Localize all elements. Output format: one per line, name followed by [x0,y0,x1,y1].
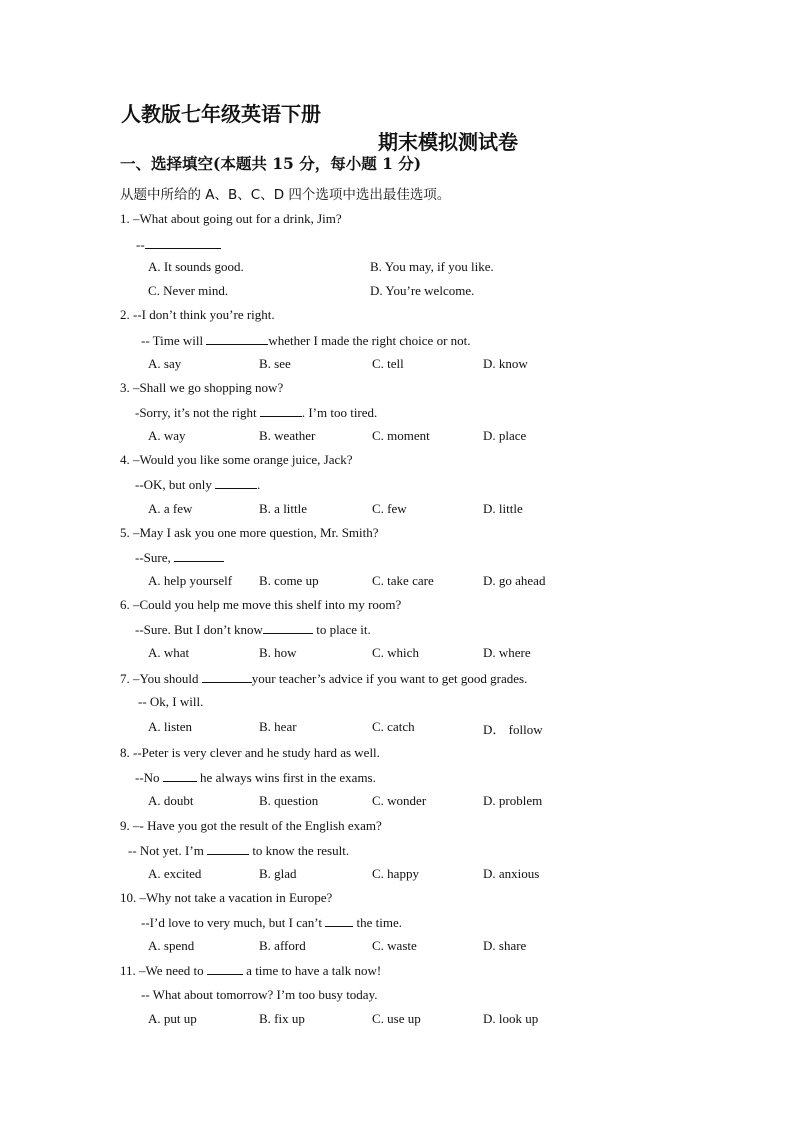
question-4-prompt: 4. –Would you like some orange juice, Jack? [120,452,353,467]
question-4-option-d: D. little [483,501,523,516]
answer-blank [263,621,313,634]
exam-title: 人教版七年级英语下册 [121,102,321,126]
question-4-option-b: B. a little [259,501,308,516]
answer-blank [207,842,249,855]
question-3-option-c: C. moment [372,428,430,443]
question-5-prompt: 5. –May I ask you one more question, Mr. Smith? [120,525,379,540]
question-1-option-b: B. You may, if you like. [370,259,494,274]
question-8-prompt: 8. --Peter is very clever and he study hard as well. [120,745,380,760]
question-2-option-d: D. know [483,356,528,371]
response-text: --Sure, [135,550,174,565]
question-1-option-c: C. Never mind. [148,283,229,298]
answer-blank [215,476,257,489]
question-5-option-d: D. go ahead [483,573,546,588]
response-text-end: to know the result. [249,843,350,858]
question-1-prompt: 1. –What about going out for a drink, Jim? [120,211,342,226]
question-5-option-c: C. take care [372,573,434,588]
question-10-option-a: A. spend [148,938,195,953]
question-5-option-b: B. come up [259,573,319,588]
question-8-response [135,769,376,786]
response-text: --No [135,770,163,785]
question-2-option-b: B. see [259,356,291,371]
response-text: -Sorry, it’s not the right [135,405,260,420]
question-11-option-a: A. put up [148,1011,197,1026]
response-text: -- [136,237,145,252]
question-9-option-b: B. glad [259,866,297,881]
question-7-response: -- Ok, I will. [138,694,204,709]
response-text-end: whether I made the right choice or not. [268,333,471,348]
question-4-response [135,476,260,493]
question-5-response [135,549,224,566]
question-1-option-d: D. You’re welcome. [370,283,475,298]
question-10-response [141,914,402,931]
question-7-option-a: A. listen [148,719,193,734]
section-instruction: 从题中所给的 A、B、C、D 四个选项中选出最佳选项。 [120,187,451,203]
answer-blank [163,769,197,782]
question-10-option-b: B. afford [259,938,306,953]
question-3-option-a: A. way [148,428,186,443]
question-3-option-d: D. place [483,428,527,443]
question-2-response [141,332,471,349]
question-10-option-d: D. share [483,938,527,953]
question-3-response [135,404,377,421]
question-11-prompt [120,962,381,979]
question-5-option-a: A. help yourself [148,573,233,588]
question-2-prompt: 2. --I don’t think you’re right. [120,307,275,322]
question-7-prompt [120,670,527,687]
question-10-prompt: 10. –Why not take a vacation in Europe? [120,890,333,905]
response-text-end: . I’m too tired. [301,405,378,420]
response-text: -- Time will [141,333,207,348]
question-6-option-b: B. how [259,645,297,660]
question-8-option-d: D. problem [483,793,543,808]
question-11-option-d: D. look up [483,1011,539,1026]
response-text: -- Not yet. I’m [128,843,208,858]
response-text-end: . [257,477,261,492]
question-text: 11. –We need to [120,963,207,978]
response-text-end: the time. [353,915,402,930]
question-9-response [128,842,349,859]
question-9-option-a: A. excited [148,866,202,881]
question-10-option-c: C. waste [372,938,417,953]
answer-blank [206,332,268,345]
question-3-option-b: B. weather [259,428,316,443]
question-11-option-b: B. fix up [259,1011,305,1026]
response-text: --I’d love to very much, but I can’t [141,915,326,930]
response-text: --OK, but only [135,477,216,492]
question-11-response: -- What about tomorrow? I’m too busy today. [141,987,378,1002]
question-8-option-b: B. question [259,793,319,808]
question-8-option-a: A. doubt [148,793,194,808]
answer-blank [145,236,221,249]
question-3-prompt: 3. –Shall we go shopping now? [120,380,284,395]
answer-blank [202,670,252,683]
question-1-response [136,236,221,253]
question-2-option-a: A. say [148,356,182,371]
question-text: 7. –You should [120,671,202,686]
answer-blank [207,962,243,975]
question-6-response [135,621,371,638]
response-text-end: he always wins first in the exams. [196,770,376,785]
question-8-option-c: C. wonder [372,793,427,808]
question-text-end: a time to have a talk now! [242,963,382,978]
question-6-option-c: C. which [372,645,419,660]
question-7-option-b: B. hear [259,719,297,734]
question-text-end: your teacher’s advice if you want to get good grades. [251,671,528,686]
question-9-prompt: 9. –- Have you got the result of the English exam? [120,818,382,833]
question-6-option-d: D. where [483,645,531,660]
question-7-option-d: D． follow [483,722,543,737]
question-6-prompt: 6. –Could you help me move this shelf into my room? [120,597,402,612]
exam-subtitle: 期末模拟测试卷 [378,130,518,154]
question-9-option-d: D. anxious [483,866,540,881]
question-1-option-a: A. It sounds good. [148,259,244,274]
question-4-option-a: A. a few [148,501,193,516]
answer-blank [174,549,224,562]
question-4-option-c: C. few [372,501,407,516]
section-heading: 一、选择填空(本题共 15 分，每小题 1 分) [120,154,422,173]
question-7-option-c: C. catch [372,719,415,734]
question-9-option-c: C. happy [372,866,419,881]
question-6-option-a: A. what [148,645,190,660]
response-text: --Sure. But I don’t know [135,622,263,637]
answer-blank [260,404,302,417]
answer-blank [325,914,353,927]
question-2-option-c: C. tell [372,356,404,371]
response-text-end: to place it. [312,622,371,637]
question-11-option-c: C. use up [372,1011,421,1026]
